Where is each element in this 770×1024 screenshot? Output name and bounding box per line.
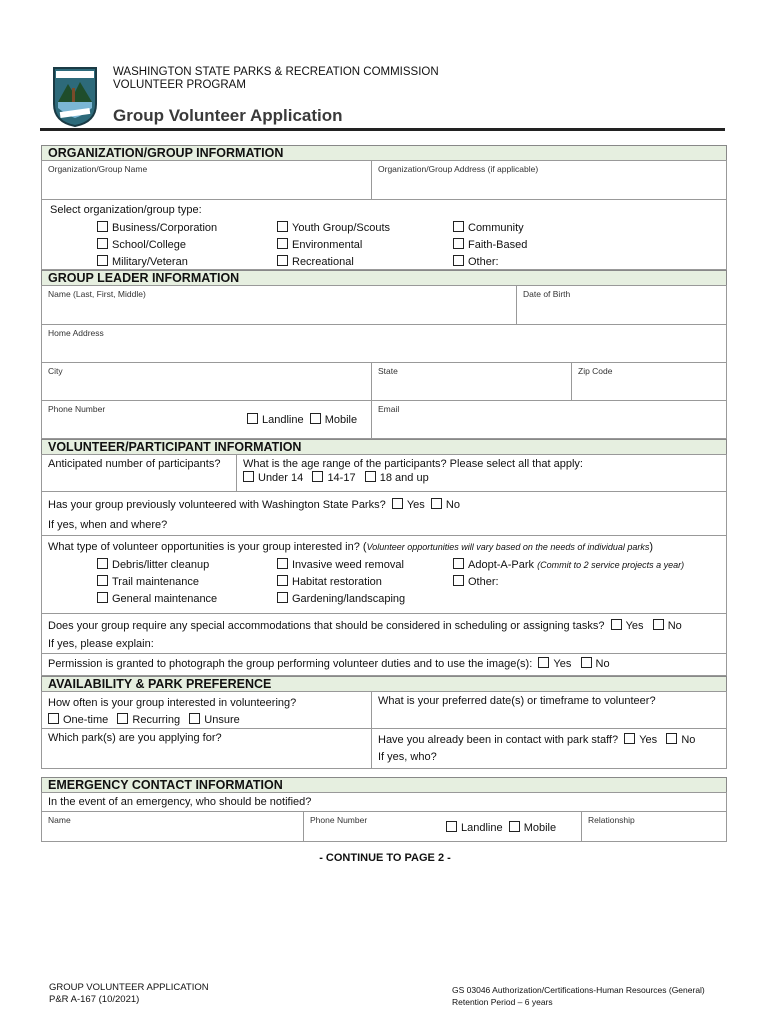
park-row xyxy=(41,729,727,769)
photo-permission-field[interactable]: Permission is granted to photograph the group performing volunteer duties and to use the image(s): Yes No xyxy=(48,658,610,670)
checkbox-icon[interactable] xyxy=(277,558,288,569)
footer-retention-period: Retention Period – 6 years xyxy=(452,997,553,1007)
opportunity-row xyxy=(41,536,727,614)
org-name-row xyxy=(41,160,727,200)
checkbox-icon[interactable] xyxy=(97,558,108,569)
checkbox-icon[interactable] xyxy=(277,592,288,603)
leader-city-row xyxy=(41,363,727,401)
leader-zip-field[interactable]: Zip Code xyxy=(578,366,613,376)
org-type-option[interactable]: Youth Group/Scouts xyxy=(277,220,390,237)
checkbox-icon[interactable] xyxy=(453,255,464,266)
checkbox-icon[interactable] xyxy=(97,592,108,603)
checkbox-icon[interactable] xyxy=(453,238,464,249)
section-leader-header: GROUP LEADER INFORMATION xyxy=(41,270,727,285)
checkbox-icon[interactable] xyxy=(624,733,635,744)
emergency-contact-row xyxy=(41,812,727,842)
org-name-label: Organization/Group Name xyxy=(48,164,148,174)
leader-city-field[interactable]: City xyxy=(42,363,372,400)
emergency-name-field[interactable]: Name xyxy=(42,812,304,841)
footer-retention xyxy=(452,984,705,1008)
preferred-date-field[interactable]: What is your preferred date(s) or timeframe to volunteer? xyxy=(378,695,656,707)
checkbox-icon[interactable] xyxy=(581,657,592,668)
checkbox-icon[interactable] xyxy=(243,471,254,482)
checkbox-icon[interactable] xyxy=(97,221,108,232)
checkbox-icon[interactable] xyxy=(189,713,200,724)
checkbox-icon[interactable] xyxy=(277,255,288,266)
checkbox-icon[interactable] xyxy=(48,713,59,724)
leader-phone-row xyxy=(41,401,727,439)
checkbox-icon[interactable] xyxy=(117,713,128,724)
checkbox-icon[interactable] xyxy=(247,413,258,424)
program-name: VOLUNTEER PROGRAM xyxy=(113,79,246,91)
opportunity-col1: Debris/litter cleanup Trail maintenance General maintenance xyxy=(97,557,217,608)
section-emergency-header: EMERGENCY CONTACT INFORMATION xyxy=(41,777,727,792)
checkbox-icon[interactable] xyxy=(453,575,464,586)
checkbox-icon[interactable] xyxy=(453,221,464,232)
section-participants-header: VOLUNTEER/PARTICIPANT INFORMATION xyxy=(41,439,727,454)
accommodations-row xyxy=(41,614,727,654)
opportunity-question: What type of volunteer opportunities is your group interested in? (Volunteer opportunities will vary based on the needs of individual parks) xyxy=(48,541,654,553)
prev-volunteer-field[interactable]: Has your group previously volunteered with Washington State Parks? Yes No If yes, when and where? xyxy=(48,499,460,531)
leader-phone-type: Landline Mobile xyxy=(247,412,357,429)
org-type-row xyxy=(41,200,727,270)
emergency-notify-row xyxy=(41,792,727,812)
checkbox-icon[interactable] xyxy=(538,657,549,668)
leader-name-row xyxy=(41,285,727,325)
org-address-field[interactable] xyxy=(372,161,726,199)
emergency-relationship-field[interactable]: Relationship xyxy=(588,815,635,825)
emergency-phone-type: Landline Mobile xyxy=(446,820,556,837)
checkbox-icon[interactable] xyxy=(97,238,108,249)
footer-form-info xyxy=(49,982,209,1006)
org-type-option[interactable]: Recreational xyxy=(277,254,390,271)
leader-name-field[interactable]: Name (Last, First, Middle) xyxy=(42,286,517,324)
age-options: Under 14 14-17 18 and up xyxy=(243,470,720,486)
footer-retention-schedule: GS 03046 Authorization/Certifications-Human Resources (General) xyxy=(452,985,705,995)
footer-form-number: P&R A-167 (10/2021) xyxy=(49,994,140,1005)
washington-state-parks-logo-icon xyxy=(52,66,98,128)
leader-home-field[interactable]: Home Address xyxy=(48,328,104,338)
continue-note: - CONTINUE TO PAGE 2 - xyxy=(319,852,451,864)
checkbox-icon[interactable] xyxy=(431,498,442,509)
checkbox-icon[interactable] xyxy=(365,471,376,482)
org-type-option[interactable]: Other: xyxy=(453,254,527,271)
leader-email-field[interactable]: Email xyxy=(378,404,400,414)
agency-name: WASHINGTON STATE PARKS & RECREATION COMMISSION xyxy=(113,66,439,78)
checkbox-icon[interactable] xyxy=(97,255,108,266)
checkbox-icon[interactable] xyxy=(446,821,457,832)
section-availability-header: AVAILABILITY & PARK PREFERENCE xyxy=(41,676,727,691)
checkbox-icon[interactable] xyxy=(453,558,464,569)
leader-phone-field[interactable]: Phone Number Landline Mobile xyxy=(42,401,372,438)
org-type-option[interactable]: Faith-Based xyxy=(453,237,527,254)
org-name-field[interactable] xyxy=(42,161,372,199)
checkbox-icon[interactable] xyxy=(312,471,323,482)
checkbox-icon[interactable] xyxy=(310,413,321,424)
page-title: Group Volunteer Application xyxy=(113,106,343,125)
org-type-col1 xyxy=(97,220,217,271)
emergency-phone-field[interactable]: Phone Number Landline Mobile xyxy=(304,812,582,841)
opportunity-col3: Adopt-A-Park (Commit to 2 service projects a year) Other: xyxy=(453,557,684,591)
title-divider xyxy=(40,128,725,131)
checkbox-icon[interactable] xyxy=(509,821,520,832)
checkbox-icon[interactable] xyxy=(277,221,288,232)
checkbox-icon[interactable] xyxy=(611,619,622,630)
org-type-option[interactable]: Business/Corporation xyxy=(97,220,217,237)
accommodations-field[interactable]: Does your group require any special accommodations that should be considered in scheduling or assigning tasks? Yes No If yes, please explain: xyxy=(48,620,682,650)
leader-dob-field[interactable]: Date of Birth xyxy=(523,289,571,299)
opportunity-col2: Invasive weed removal Habitat restoration Gardening/landscaping xyxy=(277,557,405,608)
park-field[interactable]: Which park(s) are you applying for? xyxy=(42,729,372,768)
org-type-prompt: Select organization/group type: xyxy=(50,204,202,216)
checkbox-icon[interactable] xyxy=(97,575,108,586)
staff-contact-field[interactable]: Have you already been in contact with park staff? Yes No If yes, who? xyxy=(378,734,696,763)
org-type-col3 xyxy=(453,220,527,271)
footer-form-title: GROUP VOLUNTEER APPLICATION xyxy=(49,982,209,993)
participants-age-field: What is the age range of the participants? Please select all that apply: Under 14 14-17 18 and up xyxy=(237,455,726,491)
prev-volunteer-row xyxy=(41,492,727,536)
leader-home-row xyxy=(41,325,727,363)
emergency-notify-text: In the event of an emergency, who should be notified? xyxy=(48,796,312,808)
org-type-col2 xyxy=(277,220,390,271)
leader-state-field[interactable]: State xyxy=(372,363,572,400)
frequency-field: How often is your group interested in volunteering? One-time Recurring Unsure xyxy=(42,692,372,728)
checkbox-icon[interactable] xyxy=(277,575,288,586)
checkbox-icon[interactable] xyxy=(666,733,677,744)
agency-header xyxy=(113,66,439,92)
section-org-header: ORGANIZATION/GROUP INFORMATION xyxy=(41,145,727,160)
org-type-option[interactable]: Environmental xyxy=(277,237,390,254)
photo-permission-row xyxy=(41,654,727,676)
org-type-option[interactable]: School/College xyxy=(97,237,217,254)
checkbox-icon[interactable] xyxy=(653,619,664,630)
org-type-option[interactable]: Military/Veteran xyxy=(97,254,217,271)
checkbox-icon[interactable] xyxy=(392,498,403,509)
org-type-option[interactable]: Community xyxy=(453,220,527,237)
participants-count-field[interactable]: Anticipated number of participants? xyxy=(42,455,237,491)
checkbox-icon[interactable] xyxy=(277,238,288,249)
frequency-row xyxy=(41,691,727,729)
application-form xyxy=(41,145,727,842)
org-address-label: Organization/Group Address (if applicable) xyxy=(378,164,539,174)
participants-count-row xyxy=(41,454,727,492)
